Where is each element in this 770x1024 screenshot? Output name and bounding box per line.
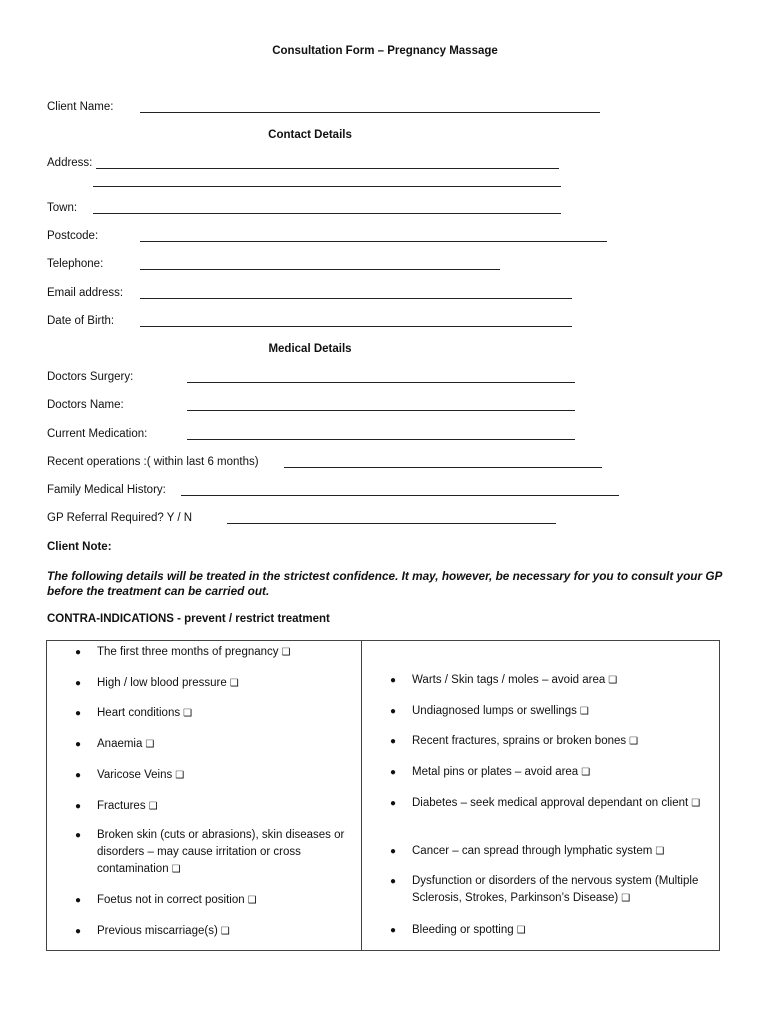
contra-item-label: Broken skin (cuts or abrasions), skin diseases or disorders – may cause irritation or cross contamination: [97, 829, 345, 875]
address-label: Address:: [47, 157, 93, 169]
gp-referral-field[interactable]: [227, 523, 556, 524]
gp-referral-label: GP Referral Required? Y / N: [47, 512, 193, 524]
contra-indications-heading: CONTRA-INDICATIONS - prevent / restrict treatment: [47, 613, 330, 625]
checkbox-icon[interactable]: ❑: [220, 926, 230, 937]
checkbox-icon[interactable]: ❑: [581, 767, 591, 778]
page-title: Consultation Form – Pregnancy Massage: [272, 45, 498, 57]
doctors-name-label: Doctors Name:: [47, 399, 124, 411]
contra-item-left: [75, 798, 337, 815]
contra-item-right: [390, 843, 712, 860]
checkbox-icon[interactable]: ❑: [516, 925, 526, 936]
doctors-surgery-field[interactable]: [187, 382, 575, 383]
contra-item-label: Recent fractures, sprains or broken bones: [412, 735, 627, 747]
bullet-icon: ●: [75, 647, 82, 658]
contra-item-label: Metal pins or plates – avoid area: [412, 766, 579, 778]
checkbox-icon[interactable]: ❑: [608, 675, 618, 686]
client-note-text: The following details will be treated in the strictest confidence. It may, however, be necessary for you to consult your GP before the treatment can be carried out.: [47, 569, 722, 598]
contra-item-label: Diabetes – seek medical approval dependant on client: [412, 797, 689, 809]
recent-operations-field[interactable]: [284, 467, 602, 468]
bullet-icon: ●: [75, 678, 82, 689]
checkbox-icon[interactable]: ❑: [247, 895, 257, 906]
checkbox-icon[interactable]: ❑: [579, 706, 589, 717]
contra-item-right: [390, 733, 712, 750]
contra-item-left: [75, 827, 352, 878]
checkbox-icon[interactable]: ❑: [621, 893, 631, 904]
contra-item-label: High / low blood pressure: [97, 677, 227, 689]
town-label: Town:: [47, 202, 78, 214]
contra-item-left: [75, 705, 337, 722]
checkbox-icon[interactable]: ❑: [171, 864, 181, 875]
email-label: Email address:: [47, 287, 124, 299]
contra-item-left: [75, 767, 337, 784]
contra-item-label: Fractures: [97, 800, 146, 812]
contra-item-right: [390, 764, 712, 781]
table-column-divider: [361, 640, 362, 951]
contra-item-label: Foetus not in correct position: [97, 894, 245, 906]
checkbox-icon[interactable]: ❑: [229, 678, 239, 689]
contra-item-left: [75, 892, 337, 909]
family-history-field[interactable]: [181, 495, 619, 496]
client-note-heading: Client Note:: [47, 541, 112, 553]
bullet-icon: ●: [75, 830, 82, 841]
town-field[interactable]: [93, 213, 561, 214]
bullet-icon: ●: [390, 876, 397, 887]
checkbox-icon[interactable]: ❑: [629, 736, 639, 747]
contra-item-right: [390, 873, 717, 907]
checkbox-icon[interactable]: ❑: [175, 770, 185, 781]
bullet-icon: ●: [75, 739, 82, 750]
bullet-icon: ●: [390, 925, 397, 936]
contra-item-label: Undiagnosed lumps or swellings: [412, 705, 577, 717]
current-medication-label: Current Medication:: [47, 428, 148, 440]
bullet-icon: ●: [75, 770, 82, 781]
checkbox-icon[interactable]: ❑: [148, 801, 158, 812]
bullet-icon: ●: [390, 798, 397, 809]
doctors-surgery-label: Doctors Surgery:: [47, 371, 134, 383]
contra-item-label: Previous miscarriage(s): [97, 925, 218, 937]
contra-item-right: [390, 922, 712, 939]
contra-item-right: [390, 795, 702, 812]
bullet-icon: ●: [390, 736, 397, 747]
postcode-field[interactable]: [140, 241, 607, 242]
client-name-field[interactable]: [140, 112, 600, 113]
checkbox-icon[interactable]: ❑: [691, 798, 701, 809]
recent-operations-label: Recent operations :( within last 6 months): [47, 456, 259, 468]
contra-item-right: [390, 672, 712, 689]
contact-details-heading: Contact Details: [268, 129, 352, 141]
contra-item-left: [75, 675, 337, 692]
bullet-icon: ●: [390, 675, 397, 686]
contra-item-label: Varicose Veins: [97, 769, 173, 781]
family-history-label: Family Medical History:: [47, 484, 166, 496]
postcode-label: Postcode:: [47, 230, 99, 242]
checkbox-icon[interactable]: ❑: [183, 708, 193, 719]
contra-item-label: The first three months of pregnancy: [97, 646, 279, 658]
bullet-icon: ●: [390, 846, 397, 857]
contra-item-left: [75, 736, 337, 753]
contra-item-label: Warts / Skin tags / moles – avoid area: [412, 674, 606, 686]
bullet-icon: ●: [75, 708, 82, 719]
current-medication-field[interactable]: [187, 439, 575, 440]
contra-item-right: [390, 703, 712, 720]
contra-item-label: Heart conditions: [97, 707, 181, 719]
address-field-line-1[interactable]: [96, 168, 559, 169]
dob-field[interactable]: [140, 326, 572, 327]
bullet-icon: ●: [390, 767, 397, 778]
contra-item-label: Cancer – can spread through lymphatic system: [412, 845, 653, 857]
address-field-line-2[interactable]: [93, 186, 561, 187]
bullet-icon: ●: [390, 706, 397, 717]
contra-item-left: [75, 644, 337, 661]
dob-label: Date of Birth:: [47, 315, 115, 327]
checkbox-icon[interactable]: ❑: [145, 739, 155, 750]
medical-details-heading: Medical Details: [268, 343, 352, 355]
contra-item-label: Dysfunction or disorders of the nervous system (Multiple Sclerosis, Strokes, Parkinson’s Disease): [412, 875, 699, 904]
telephone-field[interactable]: [140, 269, 500, 270]
contra-item-label: Bleeding or spotting: [412, 924, 514, 936]
bullet-icon: ●: [75, 801, 82, 812]
client-name-label: Client Name:: [47, 101, 114, 113]
contra-item-left: [75, 923, 337, 940]
checkbox-icon[interactable]: ❑: [655, 846, 665, 857]
contra-item-label: Anaemia: [97, 738, 143, 750]
email-field[interactable]: [140, 298, 572, 299]
telephone-label: Telephone:: [47, 258, 104, 270]
doctors-name-field[interactable]: [187, 410, 575, 411]
checkbox-icon[interactable]: ❑: [281, 647, 291, 658]
bullet-icon: ●: [75, 895, 82, 906]
bullet-icon: ●: [75, 926, 82, 937]
